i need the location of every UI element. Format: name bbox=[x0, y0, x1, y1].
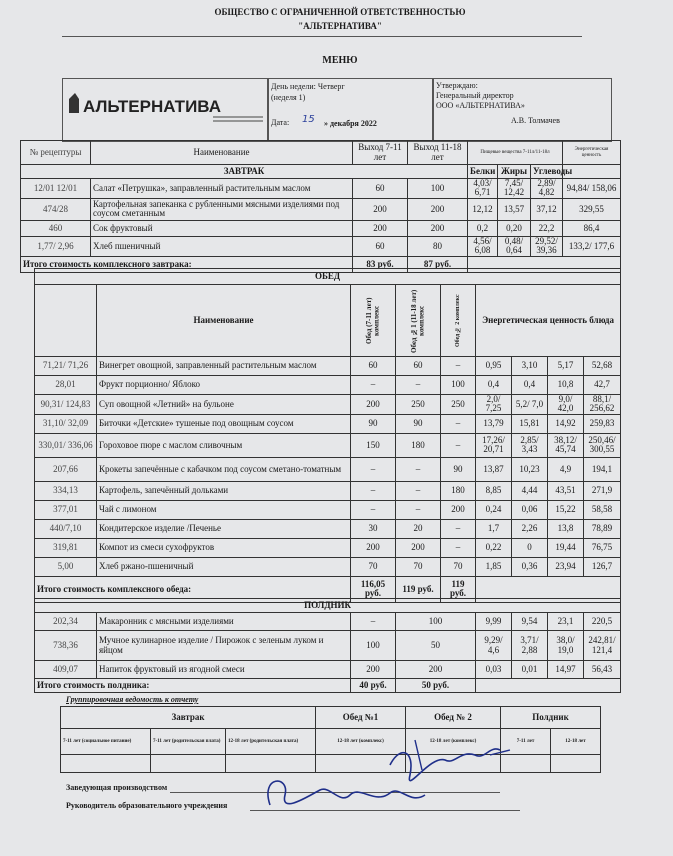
menu-title: МЕНЮ bbox=[322, 55, 358, 66]
dish-name: Чай с лимоном bbox=[97, 500, 351, 519]
fats: 10,23 bbox=[512, 457, 548, 481]
group-s2: 7-11 лет (родительская плата) bbox=[151, 729, 226, 755]
breakfast-header-row bbox=[21, 141, 621, 165]
lunch-7-11: – bbox=[351, 500, 396, 519]
proteins: 0,24 bbox=[476, 500, 512, 519]
energy: 133,2/ 177,6 bbox=[563, 236, 621, 256]
energy: 242,81/ 121,4 bbox=[584, 631, 621, 661]
fats: 0,36 bbox=[512, 557, 548, 576]
lunch-2: – bbox=[441, 519, 476, 538]
snack-section-row bbox=[35, 599, 621, 613]
lunch-2: – bbox=[441, 433, 476, 457]
footer-school-head: Руководитель образовательного учреждения bbox=[66, 801, 228, 810]
energy: 42,7 bbox=[584, 376, 621, 395]
lunch-col-name: Наименование bbox=[97, 285, 351, 357]
carbs-header: Углеводы bbox=[531, 165, 563, 179]
breakfast-row bbox=[21, 220, 621, 236]
dish-name: Фрукт порционно/ Яблоко bbox=[97, 376, 351, 395]
carbs: 10,8 bbox=[548, 376, 584, 395]
lunch-1: 90 bbox=[396, 414, 441, 433]
snack-row bbox=[35, 661, 621, 679]
lunch-row bbox=[35, 538, 621, 557]
snack-total-1: 40 руб. bbox=[351, 679, 396, 693]
snack-total-row bbox=[35, 679, 621, 693]
date-month-year: » декабря 2022 bbox=[324, 119, 377, 128]
proteins: 12,12 bbox=[468, 198, 498, 220]
output-11-18: 200 bbox=[396, 661, 476, 679]
dish-name: Картофельная запеканка с рубленными мясными изделиями под соусом сметанным bbox=[91, 198, 353, 220]
lunch-1: 200 bbox=[396, 538, 441, 557]
output-11-18: 80 bbox=[408, 236, 468, 256]
approval-box bbox=[432, 78, 612, 142]
recipe-code: 334,13 bbox=[35, 481, 97, 500]
recipe-code: 319,81 bbox=[35, 538, 97, 557]
dish-name: Напиток фруктовый из ягодной смеси bbox=[97, 661, 351, 679]
lunch-2: 70 bbox=[441, 557, 476, 576]
carbs: 15,22 bbox=[548, 500, 584, 519]
svg-text:АЛЬТЕРНАТИВА: АЛЬТЕРНАТИВА bbox=[83, 97, 221, 116]
handwritten-signatures bbox=[250, 735, 520, 825]
carbs: 2,89/ 4,82 bbox=[531, 179, 563, 199]
lunch-7-11: 70 bbox=[351, 557, 396, 576]
col-out2: Выход 11-18 лет bbox=[408, 141, 468, 165]
energy: 78,89 bbox=[584, 519, 621, 538]
approve-label: Утверждаю: bbox=[436, 81, 478, 90]
lunch-7-11: – bbox=[351, 457, 396, 481]
output-11-18: 100 bbox=[396, 613, 476, 631]
lunch-row bbox=[35, 519, 621, 538]
carbs: 37,12 bbox=[531, 198, 563, 220]
lunch-total-a: 116,05 руб. bbox=[351, 576, 396, 602]
dish-name: Гороховое пюре с маслом сливочным bbox=[97, 433, 351, 457]
dish-name: Мучное кулинарное изделие / Пирожок с зеленым луком и яйцом bbox=[97, 631, 351, 661]
group-s3: 12-18 лет (родительская плата) bbox=[226, 729, 316, 755]
carbs: 43,51 bbox=[548, 481, 584, 500]
dish-name: Винегрет овощной, заправленный растительным маслом bbox=[97, 357, 351, 376]
carbs: 29,52/ 39,36 bbox=[531, 236, 563, 256]
snack-title: ПОЛДНИК bbox=[35, 599, 621, 613]
energy: 220,5 bbox=[584, 613, 621, 631]
output-11-18: 100 bbox=[408, 179, 468, 199]
energy: 271,9 bbox=[584, 481, 621, 500]
lunch-1: 180 bbox=[396, 433, 441, 457]
lunch-2: 90 bbox=[441, 457, 476, 481]
fats: 0 bbox=[512, 538, 548, 557]
output-11-18: 200 bbox=[408, 220, 468, 236]
group-title: Группировочная ведомость к отчету bbox=[66, 695, 199, 704]
fats: 9,54 bbox=[512, 613, 548, 631]
carbs: 38,0/ 19,0 bbox=[548, 631, 584, 661]
energy: 88,1/ 256,62 bbox=[584, 395, 621, 415]
dish-name: Хлеб ржано-пшеничный bbox=[97, 557, 351, 576]
carbs: 38,12/ 45,74 bbox=[548, 433, 584, 457]
lunch-7-11: 60 bbox=[351, 357, 396, 376]
carbs: 14,97 bbox=[548, 661, 584, 679]
lunch-total-c: 119 руб. bbox=[441, 576, 476, 602]
output-7-11: 200 bbox=[353, 198, 408, 220]
energy: 259,83 bbox=[584, 414, 621, 433]
fats: 5,2/ 7,0 bbox=[512, 395, 548, 415]
energy: 76,75 bbox=[584, 538, 621, 557]
snack-total-label: Итого стоимость полдника: bbox=[35, 679, 351, 693]
fats-header: Жиры bbox=[498, 165, 531, 179]
org-name: ОБЩЕСТВО С ОГРАНИЧЕННОЙ ОТВЕТСТВЕННОСТЬЮ bbox=[214, 7, 466, 17]
energy: 52,68 bbox=[584, 357, 621, 376]
snack-row bbox=[35, 613, 621, 631]
fats: 0,01 bbox=[512, 661, 548, 679]
lunch-col-c: Обед № 2 комплекс bbox=[454, 294, 461, 347]
lunch-total-b: 119 руб. bbox=[396, 576, 441, 602]
proteins: 0,4 bbox=[476, 376, 512, 395]
energy: 194,1 bbox=[584, 457, 621, 481]
proteins: 13,87 bbox=[476, 457, 512, 481]
proteins: 0,95 bbox=[476, 357, 512, 376]
col-energy: Энергетическая ценность bbox=[563, 141, 621, 165]
carbs: 22,2 bbox=[531, 220, 563, 236]
recipe-code: 409,07 bbox=[35, 661, 97, 679]
group-header-row bbox=[61, 707, 601, 729]
output-11-18: 50 bbox=[396, 631, 476, 661]
lunch-2: – bbox=[441, 357, 476, 376]
recipe-code: 738,36 bbox=[35, 631, 97, 661]
snack-table bbox=[34, 598, 621, 693]
snack-total-2: 50 руб. bbox=[396, 679, 476, 693]
proteins: 4,56/ 6,08 bbox=[468, 236, 498, 256]
dish-name: Макаронник с мясными изделиями bbox=[97, 613, 351, 631]
recipe-code: 31,10/ 32,09 bbox=[35, 414, 97, 433]
group-breakfast: Завтрак bbox=[61, 707, 316, 729]
proteins: 8,85 bbox=[476, 481, 512, 500]
recipe-code: 5,00 bbox=[35, 557, 97, 576]
lunch-7-11: – bbox=[351, 376, 396, 395]
recipe-code: 71,21/ 71,26 bbox=[35, 357, 97, 376]
energy: 58,58 bbox=[584, 500, 621, 519]
output-7-11: 100 bbox=[351, 631, 396, 661]
fats: 15,81 bbox=[512, 414, 548, 433]
carbs: 23,1 bbox=[548, 613, 584, 631]
lunch-2: – bbox=[441, 538, 476, 557]
energy: 56,43 bbox=[584, 661, 621, 679]
divider bbox=[62, 36, 582, 37]
fats: 0,4 bbox=[512, 376, 548, 395]
lunch-row bbox=[35, 357, 621, 376]
lunch-1: – bbox=[396, 500, 441, 519]
proteins: 4,03/ 6,71 bbox=[468, 179, 498, 199]
col-nutrients: Пищевые вещества 7-11л/11-18л bbox=[468, 141, 563, 165]
lunch-1: 250 bbox=[396, 395, 441, 415]
output-7-11: 200 bbox=[351, 661, 396, 679]
output-7-11: 60 bbox=[353, 236, 408, 256]
recipe-code: 330,01/ 336,06 bbox=[35, 433, 97, 457]
proteins: 1,7 bbox=[476, 519, 512, 538]
footer-production-head: Заведующая производством bbox=[66, 783, 168, 792]
lunch-2: 200 bbox=[441, 500, 476, 519]
dish-name: Сок фруктовый bbox=[91, 220, 353, 236]
group-s1: 7-11 лет (социальное питание) bbox=[61, 729, 151, 755]
group-s5: 12-18 лет (комплекс) bbox=[406, 729, 501, 755]
recipe-code: 207,66 bbox=[35, 457, 97, 481]
carbs: 13,8 bbox=[548, 519, 584, 538]
recipe-code: 202,34 bbox=[35, 613, 97, 631]
group-s4: 12-18 лет (комплекс) bbox=[316, 729, 406, 755]
lunch-table bbox=[34, 268, 621, 603]
lunch-row bbox=[35, 433, 621, 457]
dish-name: Картофель, запечённый дольками bbox=[97, 481, 351, 500]
recipe-code: 440/7,10 bbox=[35, 519, 97, 538]
lunch-2: 180 bbox=[441, 481, 476, 500]
group-snack: Полдник bbox=[501, 707, 601, 729]
approver-title: Генеральный директор bbox=[436, 91, 514, 100]
lunch-section-row bbox=[35, 269, 621, 285]
lunch-row bbox=[35, 395, 621, 415]
fats: 2,85/ 3,43 bbox=[512, 433, 548, 457]
lunch-7-11: 200 bbox=[351, 395, 396, 415]
lunch-7-11: 150 bbox=[351, 433, 396, 457]
lunch-1: 60 bbox=[396, 357, 441, 376]
date-prefix: Дата: bbox=[271, 118, 290, 127]
dish-name: Салат «Петрушка», заправленный растительным маслом bbox=[91, 179, 353, 199]
lunch-col-energy: Энергетическая ценность блюда bbox=[476, 285, 621, 357]
energy: 94,84/ 158,06 bbox=[563, 179, 621, 199]
group-s7: 12-18 лет bbox=[551, 729, 601, 755]
carbs: 23,94 bbox=[548, 557, 584, 576]
recipe-code: 90,31/ 124,83 bbox=[35, 395, 97, 415]
energy: 126,7 bbox=[584, 557, 621, 576]
dish-name: Крокеты запечённые с кабачком под соусом сметано-томатным bbox=[97, 457, 351, 481]
carbs: 19,44 bbox=[548, 538, 584, 557]
lunch-1: – bbox=[396, 481, 441, 500]
fats: 3,71/ 2,88 bbox=[512, 631, 548, 661]
lunch-row bbox=[35, 457, 621, 481]
lunch-7-11: 200 bbox=[351, 538, 396, 557]
lunch-row bbox=[35, 376, 621, 395]
breakfast-table bbox=[20, 140, 621, 273]
proteins: 13,79 bbox=[476, 414, 512, 433]
group-s6: 7-11 лет bbox=[501, 729, 551, 755]
output-7-11: 200 bbox=[353, 220, 408, 236]
recipe-code: 474/28 bbox=[21, 198, 91, 220]
carbs: 4,9 bbox=[548, 457, 584, 481]
lunch-1: – bbox=[396, 457, 441, 481]
breakfast-total-1: 83 руб. bbox=[353, 256, 408, 272]
day-of-week: День недели: Четверг bbox=[271, 82, 345, 91]
logo-box bbox=[62, 78, 269, 142]
lunch-title: ОБЕД bbox=[35, 269, 621, 285]
fats: 13,57 bbox=[498, 198, 531, 220]
lunch-7-11: 30 bbox=[351, 519, 396, 538]
lunch-1: – bbox=[396, 376, 441, 395]
breakfast-total-label: Итого стоимость комплексного завтрака: bbox=[21, 256, 353, 272]
approver-name: А.В. Толмачев bbox=[511, 116, 560, 125]
approver-org: ООО «АЛЬТЕРНАТИВА» bbox=[436, 101, 525, 110]
breakfast-row bbox=[21, 198, 621, 220]
dish-name: Хлеб пшеничный bbox=[91, 236, 353, 256]
dish-name: Компот из смеси сухофруктов bbox=[97, 538, 351, 557]
proteins: 1,85 bbox=[476, 557, 512, 576]
week-number: (неделя 1) bbox=[271, 93, 306, 102]
dish-name: Биточки «Детские» тушеные под овощным соусом bbox=[97, 414, 351, 433]
dish-name: Кондитерское изделие /Печенье bbox=[97, 519, 351, 538]
breakfast-total-2: 87 руб. bbox=[408, 256, 468, 272]
date-box bbox=[267, 78, 434, 142]
col-recipe: № рецептуры bbox=[21, 141, 91, 165]
recipe-code: 377,01 bbox=[35, 500, 97, 519]
org-name-quoted: "АЛЬТЕРНАТИВА" bbox=[298, 21, 382, 31]
fats: 0,20 bbox=[498, 220, 531, 236]
carbs: 9,0/ 42,0 bbox=[548, 395, 584, 415]
energy: 250,46/ 300,55 bbox=[584, 433, 621, 457]
group-lunch1: Обед №1 bbox=[316, 707, 406, 729]
group-lunch2: Обед № 2 bbox=[406, 707, 501, 729]
output-7-11: 60 bbox=[353, 179, 408, 199]
proteins: 2,0/ 7,25 bbox=[476, 395, 512, 415]
proteins: 17,26/ 20,71 bbox=[476, 433, 512, 457]
lunch-1: 70 bbox=[396, 557, 441, 576]
lunch-2: 250 bbox=[441, 395, 476, 415]
proteins: 0,22 bbox=[476, 538, 512, 557]
output-11-18: 200 bbox=[408, 198, 468, 220]
lunch-row bbox=[35, 500, 621, 519]
lunch-7-11: – bbox=[351, 481, 396, 500]
fats: 0,48/ 0,64 bbox=[498, 236, 531, 256]
proteins: 0,03 bbox=[476, 661, 512, 679]
date-day-handwritten: 15 bbox=[302, 114, 315, 125]
breakfast-row bbox=[21, 236, 621, 256]
breakfast-title: ЗАВТРАК bbox=[21, 165, 468, 179]
lunch-row bbox=[35, 414, 621, 433]
lunch-7-11: 90 bbox=[351, 414, 396, 433]
lunch-row bbox=[35, 481, 621, 500]
proteins: 0,2 bbox=[468, 220, 498, 236]
breakfast-row bbox=[21, 179, 621, 199]
fats: 3,10 bbox=[512, 357, 548, 376]
energy: 329,55 bbox=[563, 198, 621, 220]
lunch-header-row bbox=[35, 285, 621, 357]
lunch-total-label: Итого стоимость комплексного обеда: bbox=[35, 576, 351, 602]
lunch-1: 20 bbox=[396, 519, 441, 538]
energy: 86,4 bbox=[563, 220, 621, 236]
alternativa-logo bbox=[63, 79, 268, 141]
fats: 7,45/ 12,42 bbox=[498, 179, 531, 199]
col-name: Наименование bbox=[91, 141, 353, 165]
recipe-code: 1,77/ 2,96 bbox=[21, 236, 91, 256]
lunch-2: – bbox=[441, 414, 476, 433]
fats: 4,44 bbox=[512, 481, 548, 500]
carbs: 5,17 bbox=[548, 357, 584, 376]
col-out1: Выход 7-11 лет bbox=[353, 141, 408, 165]
recipe-code: 28,01 bbox=[35, 376, 97, 395]
carbs: 14,92 bbox=[548, 414, 584, 433]
dish-name: Суп овощной «Летний» на бульоне bbox=[97, 395, 351, 415]
breakfast-section-row bbox=[21, 165, 621, 179]
output-7-11: – bbox=[351, 613, 396, 631]
lunch-row bbox=[35, 557, 621, 576]
lunch-col-a: Обед (7-11 лет) комплекс bbox=[364, 297, 380, 344]
lunch-2: 100 bbox=[441, 376, 476, 395]
recipe-code: 12/01 12/01 bbox=[21, 179, 91, 199]
lunch-col-b: Обед №1 (11-18 лет) комплекс bbox=[409, 288, 425, 353]
fats: 2,26 bbox=[512, 519, 548, 538]
proteins: 9,99 bbox=[476, 613, 512, 631]
fats: 0,06 bbox=[512, 500, 548, 519]
proteins: 9,29/ 4,6 bbox=[476, 631, 512, 661]
proteins-header: Белки bbox=[468, 165, 498, 179]
snack-row bbox=[35, 631, 621, 661]
recipe-code: 460 bbox=[21, 220, 91, 236]
